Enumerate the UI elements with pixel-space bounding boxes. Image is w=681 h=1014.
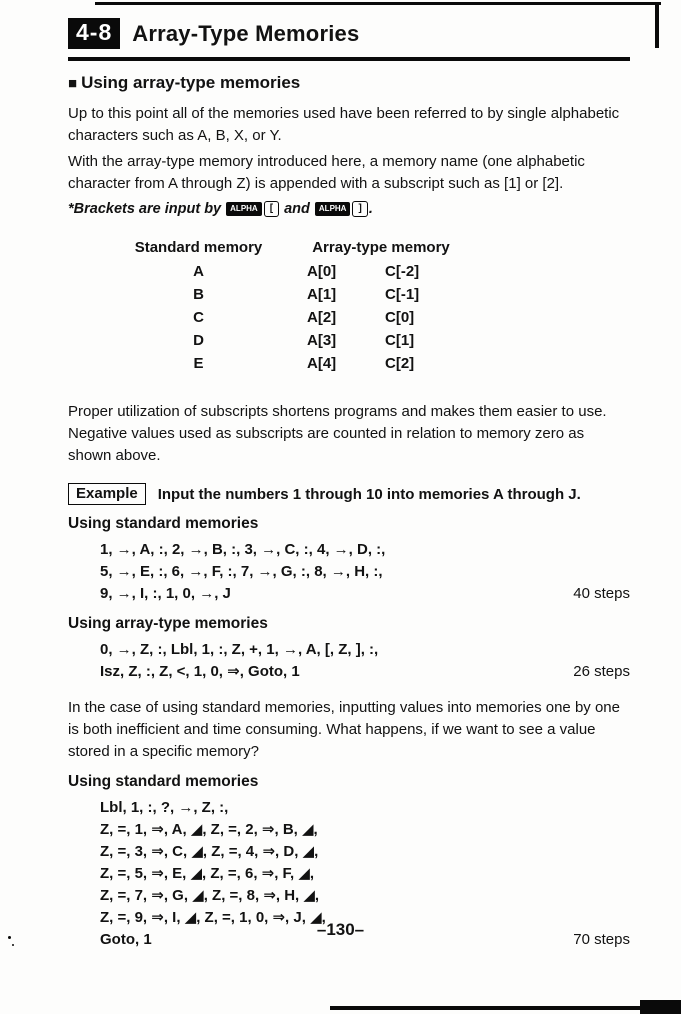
array-memory-cell: C[-2] (385, 263, 420, 280)
array-memory-cell: C[1] (385, 332, 415, 349)
array-memory-cell: A[1] (307, 286, 337, 303)
standard-memory-cell: C (193, 309, 204, 326)
column-header-array-type-memory: Array-type memory (312, 239, 450, 256)
example-row (68, 483, 630, 505)
section-number-badge: 4-8 (68, 18, 120, 49)
memory-table-header (106, 239, 630, 256)
program-listing (68, 539, 630, 605)
program-line: 1, →, A, :, 2, →, B, :, 3, →, C, :, 4, →, D, :, (100, 541, 386, 558)
array-memory-cell: A[0] (307, 263, 337, 280)
paragraph-intro-1: Up to this point all of the memories used have been referred to by single alphabetic characters such as A, B, X, or Y. (68, 105, 620, 144)
square-bullet-icon: ■ (68, 74, 78, 92)
bracket-input-note (68, 199, 630, 219)
example-text: Input the numbers 1 through 10 into memories A through J. (157, 485, 581, 503)
alpha-key-icon: ALPHA (226, 202, 262, 216)
program-line: 9, →, I, :, 1, 0, →, J (100, 585, 231, 602)
scan-artifact-bottom-corner (640, 1000, 681, 1014)
scan-artifact-top (95, 2, 661, 5)
memory-table (106, 239, 630, 375)
subsection-heading-text: Using array-type memories (81, 73, 301, 92)
array-memory-cell: A[2] (307, 309, 337, 326)
standard-memory-cell: A (193, 263, 204, 280)
paragraph-inefficiency: In the case of using standard memories, inputting values into memories one by one is both inefficient and time consuming. What happens, if we want to see a value stored in a specific memory? (68, 699, 620, 760)
note-conjunction: and (280, 201, 314, 217)
program-block-standard-1 (68, 515, 630, 605)
steps-count: 40 steps (573, 585, 630, 602)
paragraph-intro-2: With the array-type memory introduced here, a memory name (one alphabetic character from A through Z) is appended with a subscript such as [1] or [2]. (68, 153, 585, 192)
standard-memory-cell: D (193, 332, 204, 349)
standard-memory-cell: E (193, 355, 204, 372)
scan-artifact-bottom (330, 1006, 681, 1010)
memory-table-row (106, 260, 630, 283)
memory-table-row (106, 352, 630, 375)
program-line: Goto, 1 (100, 931, 152, 948)
program-listing (68, 639, 630, 683)
array-memory-cell: C[0] (385, 309, 415, 326)
program-heading: Using standard memories (68, 773, 259, 790)
right-bracket-key-icon: ] (352, 201, 367, 217)
program-line: 0, →, Z, :, Lbl, 1, :, Z, +, 1, →, A, [, Z, ], :, (100, 641, 379, 658)
program-heading: Using array-type memories (68, 615, 268, 632)
page-content (68, 18, 630, 957)
array-memory-cell: A[4] (307, 355, 337, 372)
program-line: Z, =, 7, ⇒, G, ◢, Z, =, 8, ⇒, H, ◢, (100, 887, 320, 904)
memory-table-row (106, 329, 630, 352)
program-line: Lbl, 1, :, ?, →, Z, :, (100, 799, 229, 816)
page-number: –130– (316, 920, 365, 939)
memory-table-row (106, 306, 630, 329)
array-memory-cell: C[2] (385, 355, 415, 372)
page-title: Array-Type Memories (132, 20, 360, 46)
array-memory-cell: C[-1] (385, 286, 420, 303)
program-line: Z, =, 5, ⇒, E, ◢, Z, =, 6, ⇒, F, ◢, (100, 865, 315, 882)
paragraph-subscripts: Proper utilization of subscripts shortens programs and makes them easier to use. Negative values used as subscripts are counted in relation to memory zero as shown above. (68, 403, 607, 464)
program-heading: Using standard memories (68, 515, 259, 532)
section-header (68, 18, 630, 49)
left-bracket-key-icon: [ (264, 201, 279, 217)
note-suffix: . (368, 201, 373, 217)
alpha-key-icon: ALPHA (315, 202, 351, 216)
note-prefix: *Brackets are input by (68, 201, 226, 217)
program-line: Isz, Z, :, Z, <, 1, 0, ⇒, Goto, 1 (100, 663, 300, 680)
steps-count: 70 steps (573, 931, 630, 948)
scan-artifact-dot (12, 944, 14, 946)
title-rule (68, 57, 630, 61)
array-memory-cell: A[3] (307, 332, 337, 349)
scan-artifact-top-right (655, 2, 659, 48)
program-line: Z, =, 1, ⇒, A, ◢, Z, =, 2, ⇒, B, ◢, (100, 821, 318, 838)
column-header-standard-memory: Standard memory (134, 239, 263, 256)
program-block-array (68, 615, 630, 683)
program-line: 5, →, E, :, 6, →, F, :, 7, →, G, :, 8, →, H, :, (100, 563, 383, 580)
standard-memory-cell: B (193, 286, 204, 303)
example-label: Example (68, 483, 146, 505)
program-line: Z, =, 3, ⇒, C, ◢, Z, =, 4, ⇒, D, ◢, (100, 843, 319, 860)
steps-count: 26 steps (573, 663, 630, 680)
subsection-heading (68, 73, 630, 93)
program-line: Z, =, 9, ⇒, I, ◢, Z, =, 1, 0, ⇒, J, ◢, (100, 909, 326, 926)
memory-table-row (106, 283, 630, 306)
